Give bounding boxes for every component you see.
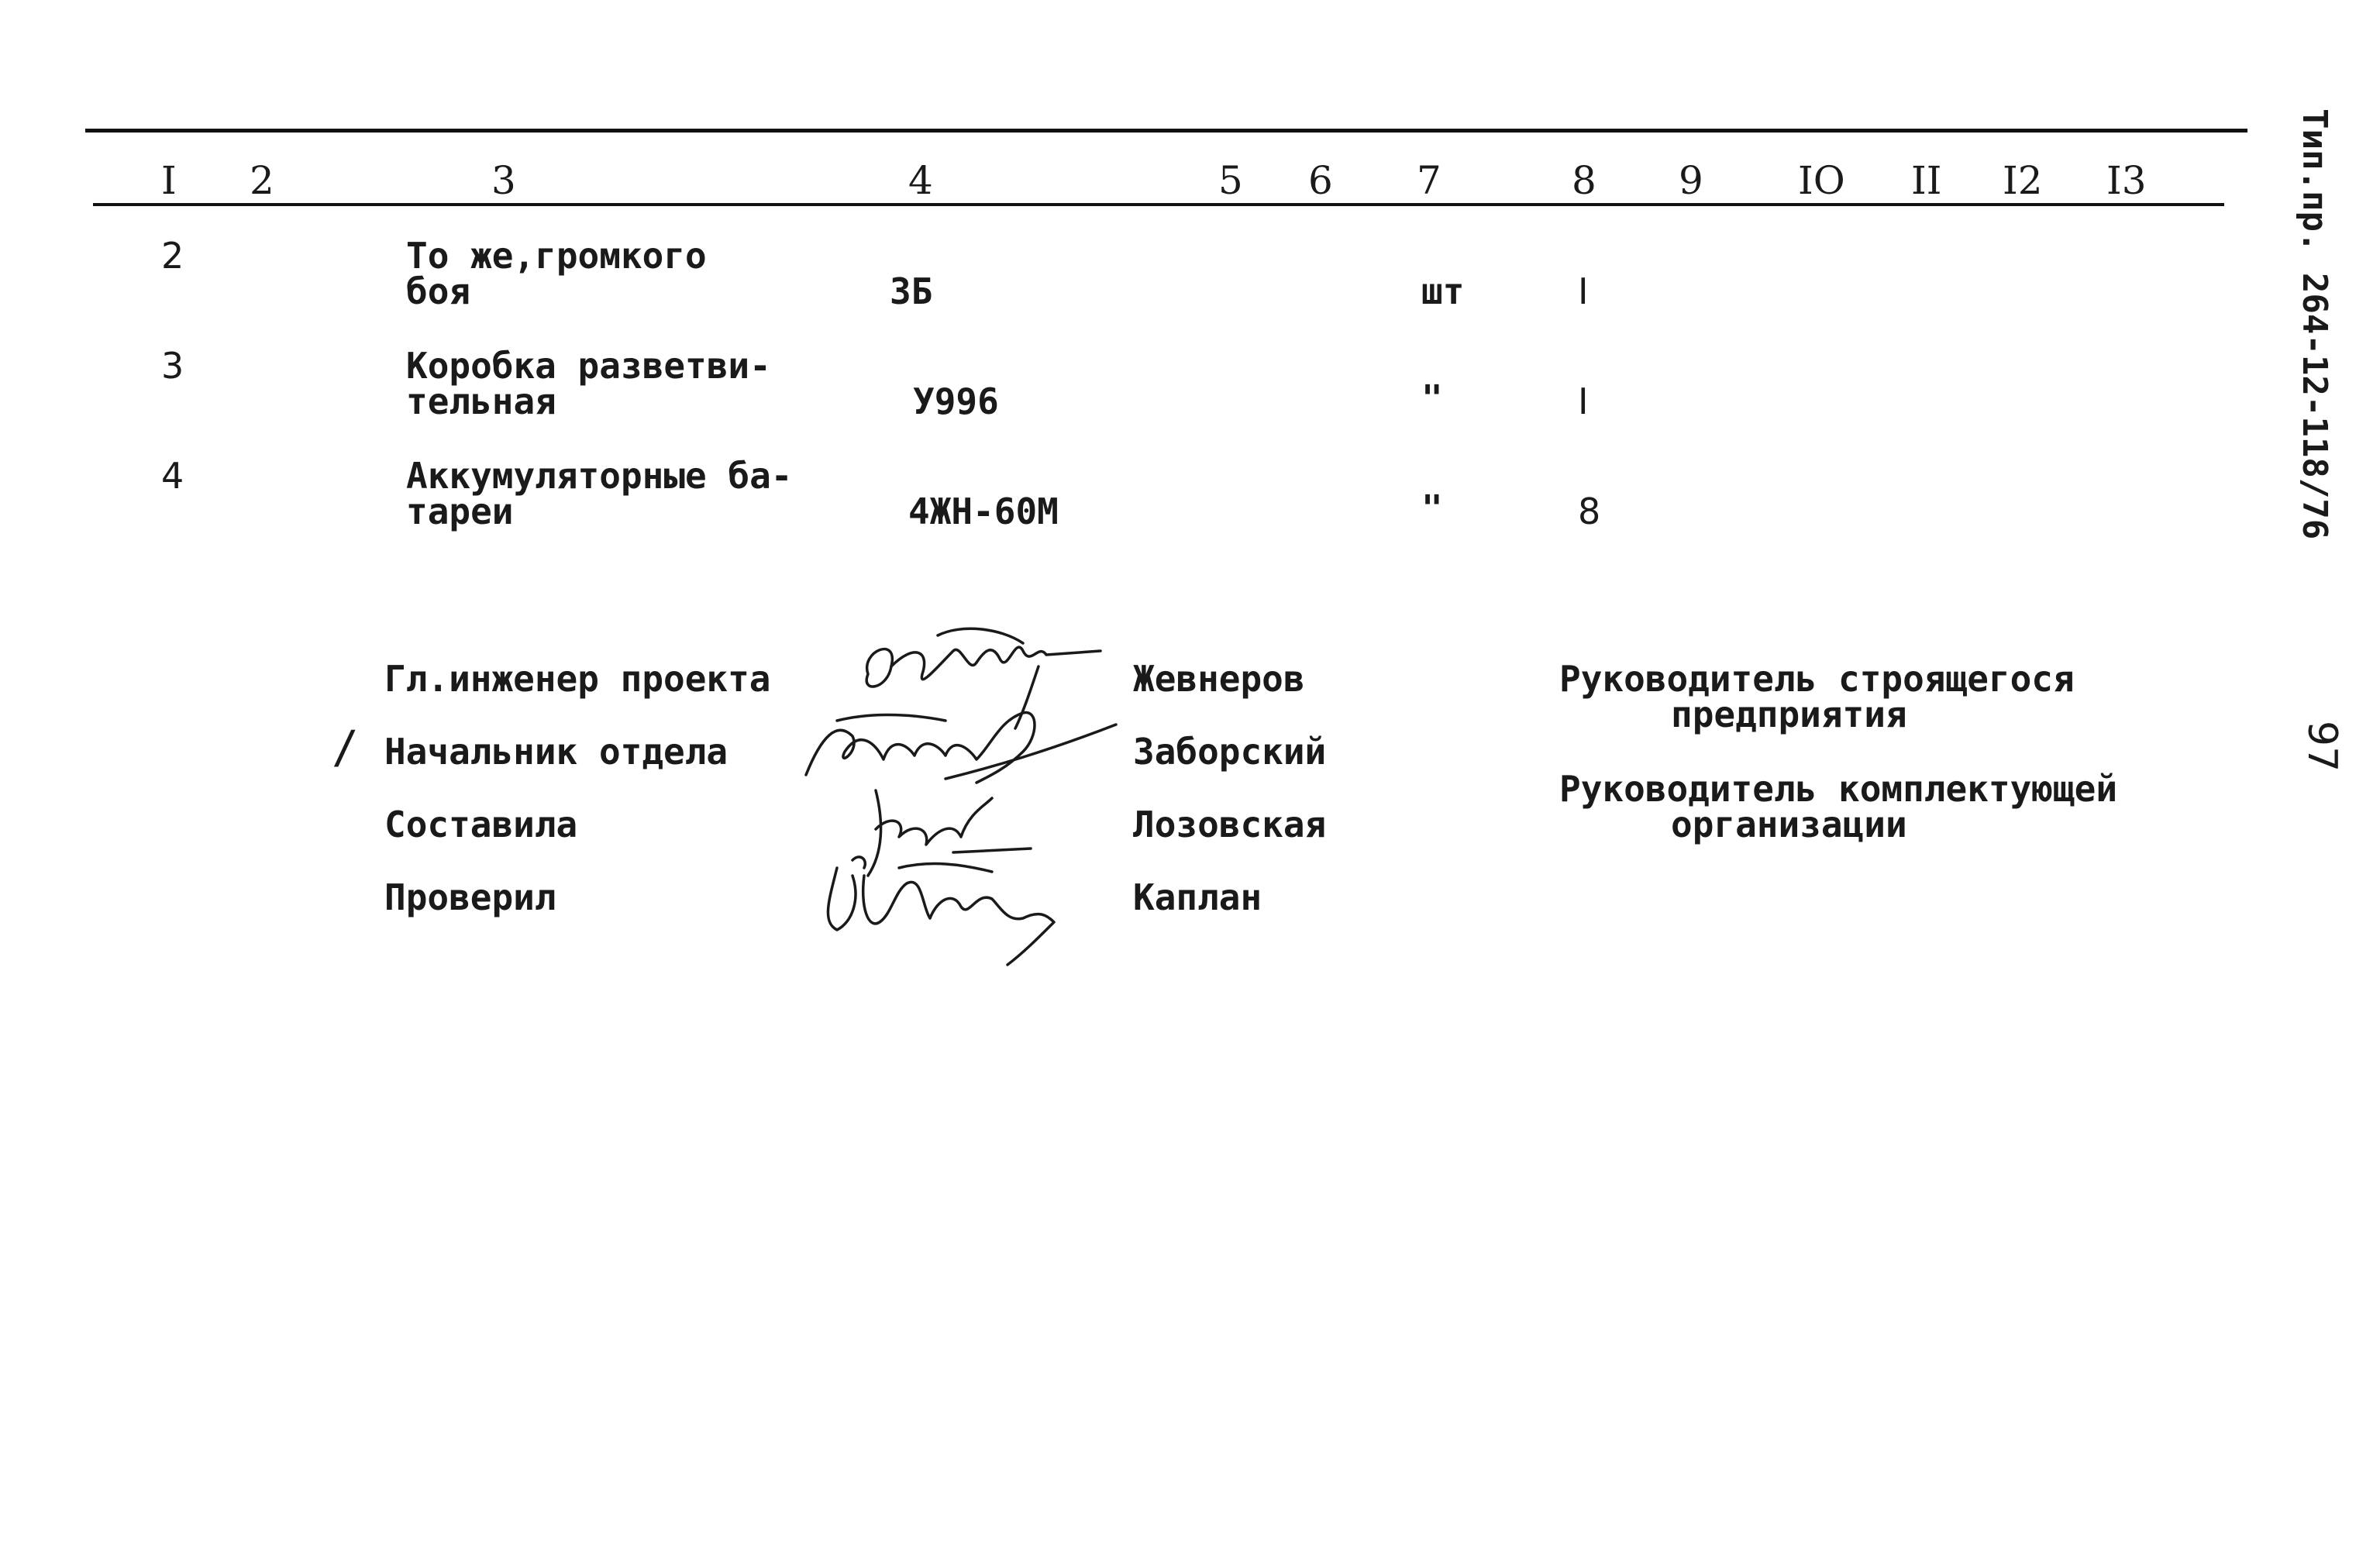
col-header-6: 6 <box>1308 158 1333 203</box>
item-unit: " <box>1421 377 1443 419</box>
approval-title-line2: предприятия <box>1671 694 1907 735</box>
top-rule <box>85 129 2247 133</box>
item-name-line2: тареи <box>406 491 514 532</box>
row-number: 4 <box>161 455 184 497</box>
col-header-1: I <box>161 158 177 203</box>
item-name-line1: Коробка разветви- <box>406 345 771 387</box>
item-name-line1: То же,громкого <box>406 235 707 277</box>
signatory-name: Заборский <box>1133 731 1327 773</box>
item-type: 4ЖН-60М <box>908 491 1059 532</box>
signature-position: Гл.инженер проекта <box>384 658 771 700</box>
item-qty: I <box>1578 270 1589 312</box>
row-number: 2 <box>161 235 184 277</box>
approval-title-line2: организации <box>1671 804 1907 845</box>
item-qty: I <box>1578 380 1589 422</box>
signature-position: Проверил <box>384 876 556 918</box>
col-header-11: II <box>1911 158 1942 203</box>
row-number: 3 <box>161 345 184 387</box>
item-name-line2: тельная <box>406 380 556 422</box>
col-header-8: 8 <box>1572 158 1596 203</box>
approval-title-line1: Руководитель строящегося <box>1559 658 2075 700</box>
col-header-12: I2 <box>2003 158 2043 203</box>
item-qty: 8 <box>1578 491 1601 532</box>
col-header-3: 3 <box>491 158 516 203</box>
item-unit: " <box>1421 487 1443 529</box>
col-header-9: 9 <box>1679 158 1703 203</box>
col-header-4: 4 <box>908 158 933 203</box>
col-header-7: 7 <box>1417 158 1441 203</box>
page-number: 97 <box>2299 721 2345 773</box>
signature-position: Начальник отдела <box>384 731 728 773</box>
item-unit: шт <box>1421 270 1465 312</box>
col-header-2: 2 <box>250 158 274 203</box>
margin-mark: / <box>332 721 359 773</box>
item-name-line1: Аккумуляторные ба- <box>406 455 793 497</box>
item-name-line2: боя <box>406 270 471 312</box>
signatory-name: Лозовская <box>1133 804 1327 845</box>
item-type: У996 <box>913 380 999 422</box>
item-type: ЗБ <box>890 270 933 312</box>
col-header-5: 5 <box>1218 158 1243 203</box>
approval-title-line1: Руководитель комплектующей <box>1559 768 2118 810</box>
header-rule <box>93 203 2224 206</box>
col-header-13: I3 <box>2106 158 2147 203</box>
signatory-name: Каплан <box>1133 876 1262 918</box>
document-code: Тип.пр. 264-12-118/76 <box>2295 108 2334 540</box>
signature-position: Составила <box>384 804 578 845</box>
signatory-name: Жевнеров <box>1133 658 1305 700</box>
col-header-10: IO <box>1798 158 1845 203</box>
handwritten-signature <box>806 845 1085 969</box>
